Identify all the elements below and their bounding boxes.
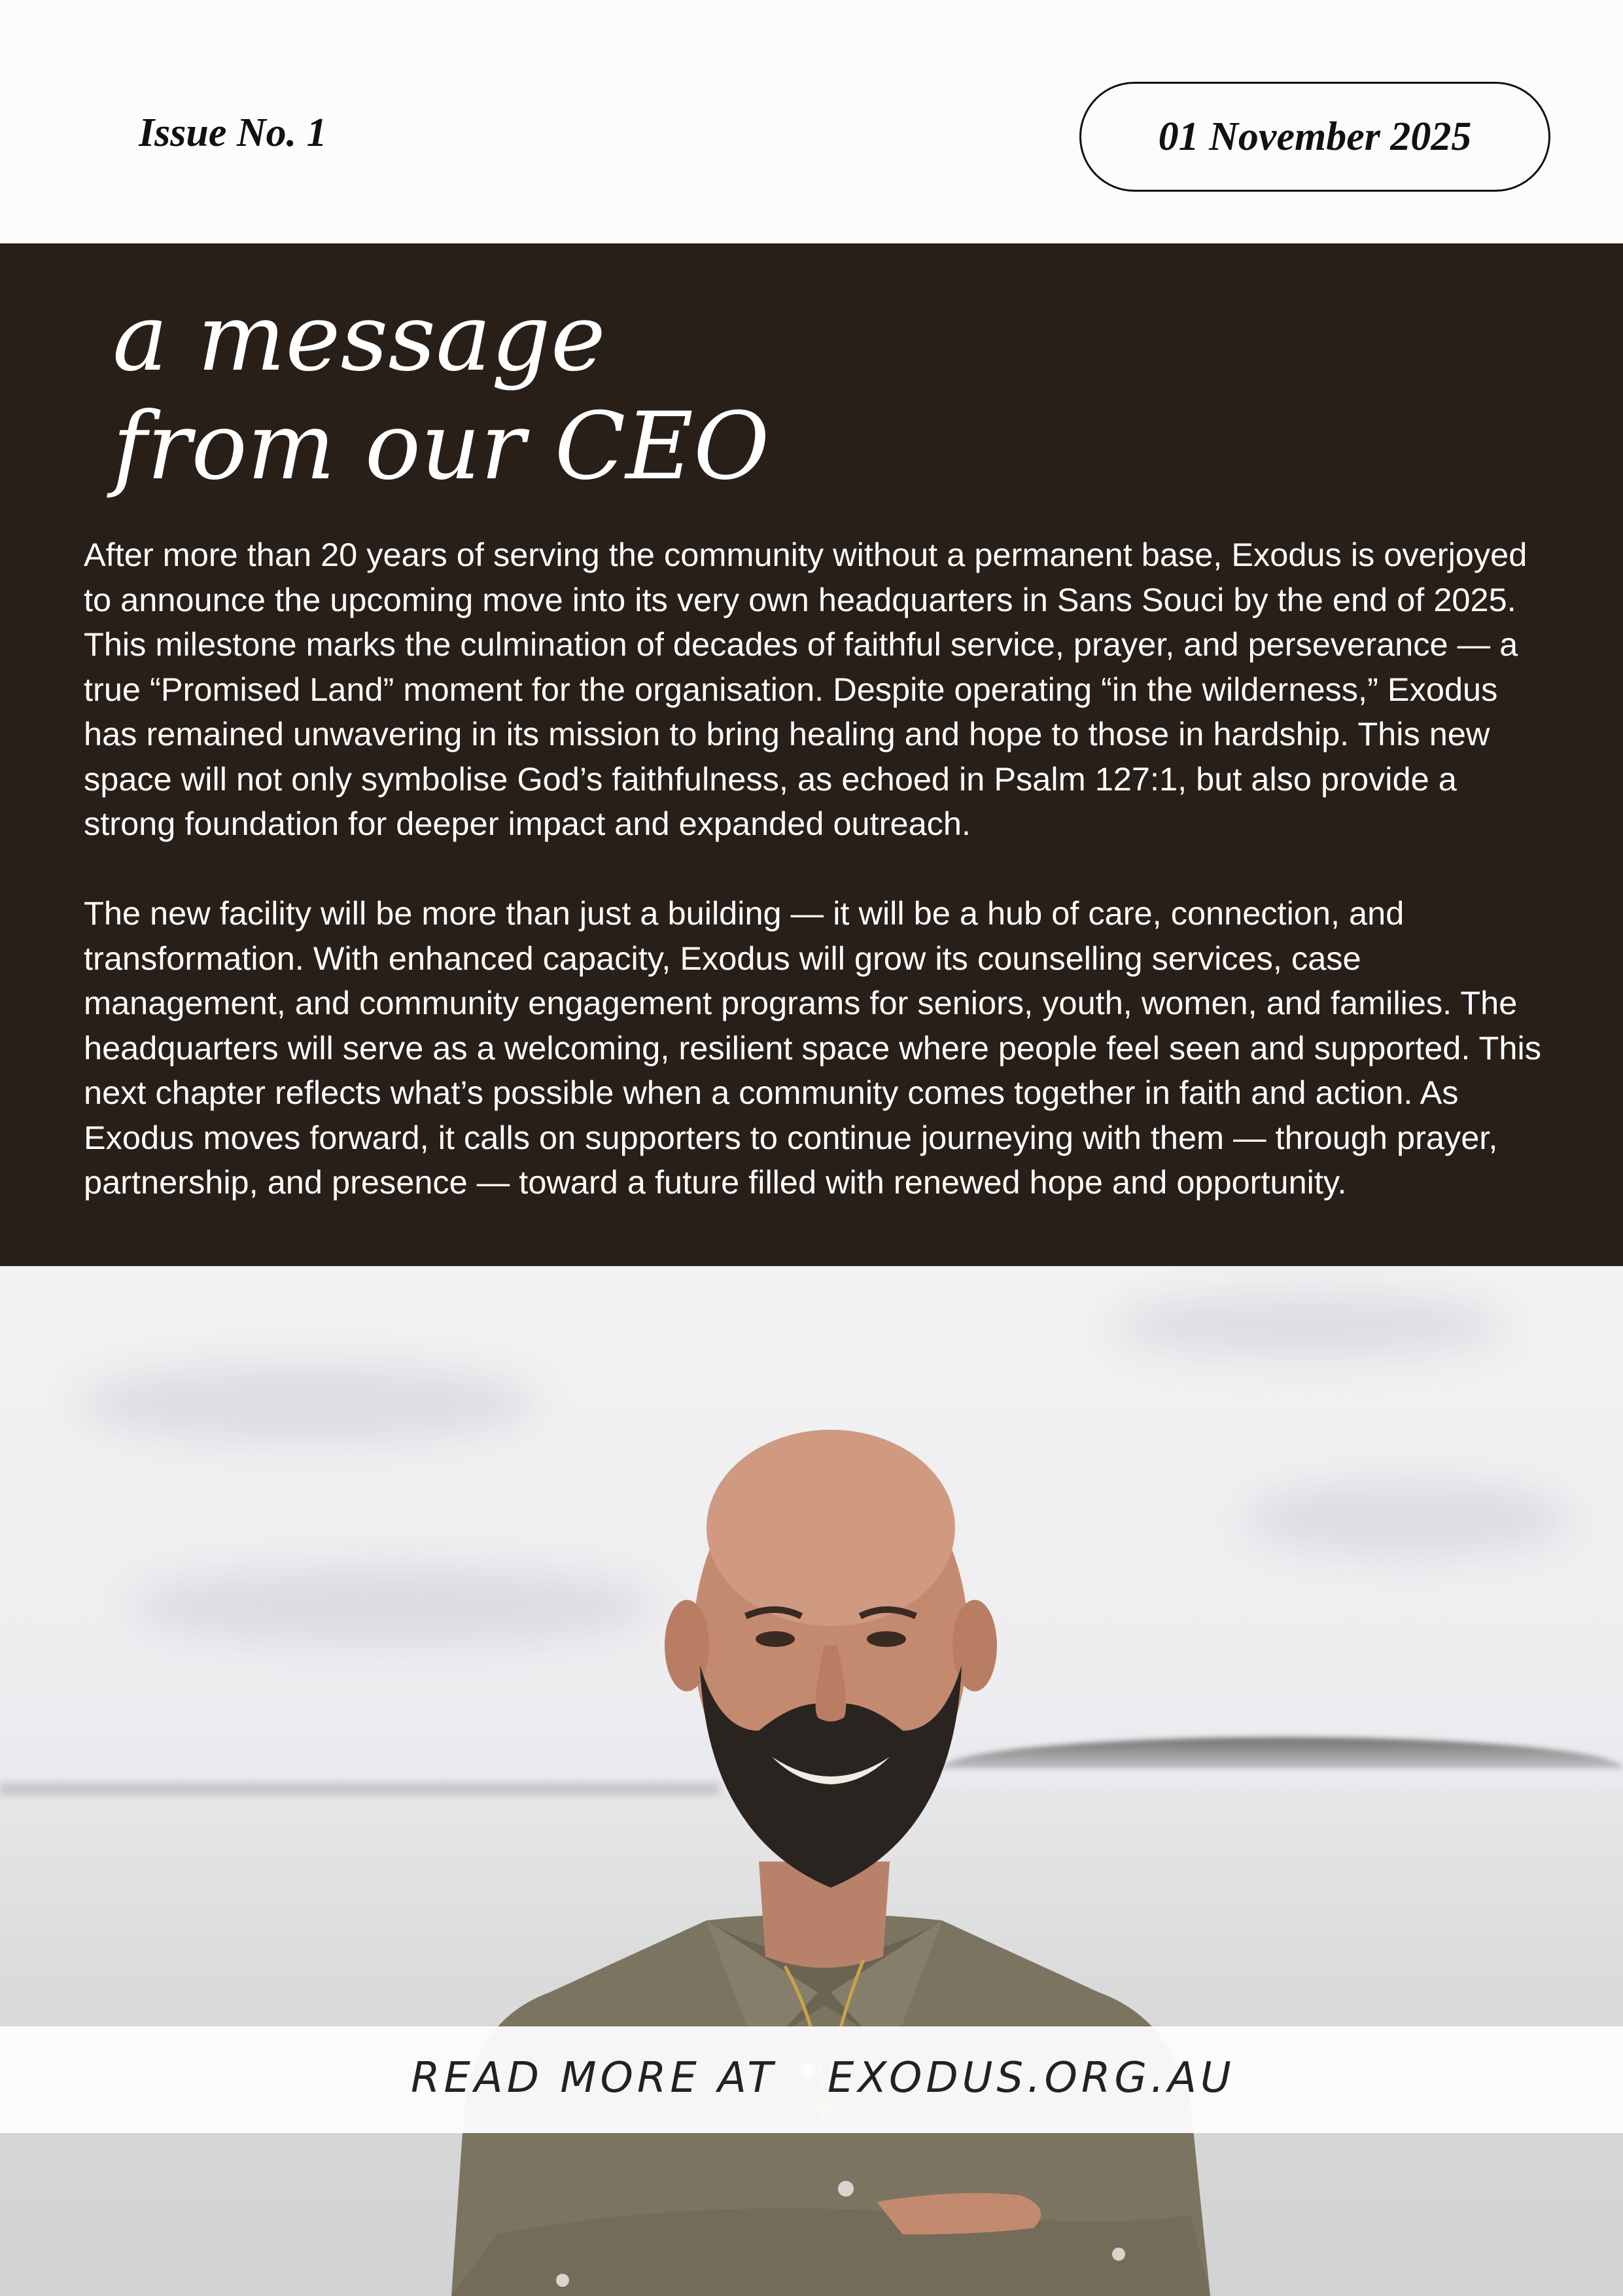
message-paragraph: The new facility will be more than just a building — it will be a hub of care, connection, and transformation. With enhanced capacity, Exodus will grow its counselling services, case management, and community engagement programs for seniors, youth, women, and families. The headquarters will serve as a welcoming, resilient space where people feel seen and supported. This next chapter reflects what’s possible when a community comes together in faith and action. As Exodus moves forward, it calls on supporters to continue journeying with them — through prayer, partnership, and presence — toward a future filled with renewed hope and opportunity.	[84, 894, 1541, 1201]
website-link[interactable]: EXODUS.ORG.AU	[828, 2054, 1235, 2102]
ceo-portrait	[366, 1364, 1295, 2296]
read-more-label: READ MORE AT	[411, 2054, 777, 2102]
title-line-2: from our CEO	[113, 393, 770, 501]
ceo-message-section	[0, 243, 1623, 1266]
read-more-banner	[0, 2026, 1623, 2133]
issue-date: 01 November 2025	[1158, 114, 1472, 159]
section-title	[113, 284, 769, 501]
sky-cloud	[1112, 1292, 1505, 1358]
message-paragraph: After more than 20 years of serving the community without a permanent base, Exodus is overjoyed to announce the upcoming move into its very own headquarters in Sans Souci by the end of 2025. This milestone marks the culmination of decades of faithful service, prayer, and perseverance — a true “Promised Land” moment for the organisation. Despite operating “in the wilderness,” Exodus has remained unwavering in its mission to bring healing and hope to those in hardship. This new space will not only symbolise God’s faithfulness, as echoed in Psalm 127:1, but also provide a strong foundation for deeper impact and expanded outreach.	[84, 536, 1527, 842]
ceo-photo	[0, 1266, 1623, 2296]
title-line-1: a message	[113, 284, 606, 392]
message-body	[84, 533, 1556, 1205]
issue-number: Issue No. 1	[139, 111, 327, 155]
issue-date-badge	[1079, 82, 1550, 192]
masthead	[0, 0, 1623, 243]
